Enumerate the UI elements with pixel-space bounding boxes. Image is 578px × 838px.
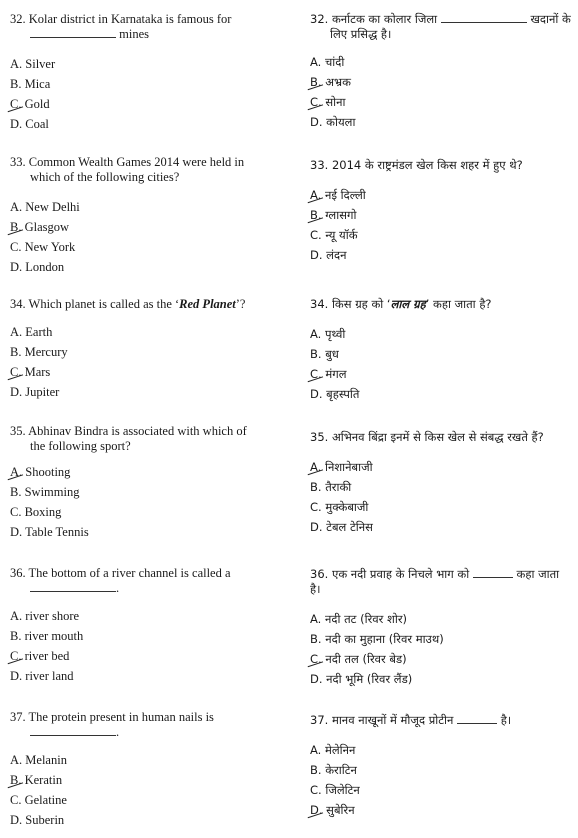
question-stem: 35. Abhinav Bindra is associated with which of the following sport? [10, 424, 247, 453]
option-d: D. सुबेरिन [310, 800, 572, 820]
question-stem: 34. किस ग्रह को ‘लाल ग्रह’ कहा जाता है? [310, 297, 492, 311]
answer-blank [30, 27, 116, 38]
question-stem: 35. अभिनव बिंद्रा इनमें से किस खेल से संबद्ध रखते हैं? [310, 430, 544, 444]
question-stem: 33. Common Wealth Games 2014 were held in which of the following cities? [10, 155, 245, 184]
question-stem: 34. Which planet is called as the ‘Red Planet’? [10, 297, 246, 311]
question-36-hi [310, 567, 572, 689]
question-32-hi [310, 12, 572, 132]
question-stem: 36. एक नदी प्रवाह के निचले भाग को कहा जाता है। [310, 567, 560, 596]
question-stem: 36. The bottom of a river channel is called a . [10, 566, 231, 595]
option-d: D. Table Tennis [10, 525, 89, 539]
question-37-en [10, 710, 280, 830]
option-c: C. मुक्केबाजी [310, 500, 369, 514]
option-c: C. Boxing [10, 505, 62, 519]
option-d: D. river land [10, 669, 74, 683]
answer-blank [30, 725, 116, 736]
option-b: B. Swimming [10, 485, 80, 499]
answer-blank [441, 12, 527, 23]
tick-mark-icon [5, 98, 23, 112]
option-b: B. बुध [310, 347, 339, 361]
option-b: B. river mouth [10, 629, 84, 643]
option-d: D. बृहस्पति [310, 387, 360, 401]
question-33-en [10, 155, 280, 277]
option-b: B. Mercury [10, 345, 68, 359]
option-a: A. निशानेबाजी [310, 457, 572, 477]
option-c: C. New York [10, 240, 76, 254]
option-b: B. Glasgow [10, 217, 280, 237]
question-37-hi [310, 713, 572, 820]
answer-blank [473, 567, 513, 578]
question-34-hi [310, 297, 572, 404]
tick-mark-icon [5, 650, 23, 664]
question-stem: 32. कर्नाटक का कोलार जिला खदानों के लिए प्रसिद्ध है। [310, 12, 571, 41]
option-a: A. New Delhi [10, 200, 80, 214]
question-36-en [10, 566, 280, 686]
tick-mark-icon [5, 221, 23, 235]
option-d: D. Coal [10, 117, 49, 131]
question-34-en [10, 297, 280, 402]
option-b: B. केराटिन [310, 763, 357, 777]
option-d: D. London [10, 260, 65, 274]
option-b: B. ग्लासगो [310, 205, 572, 225]
option-a: A. Earth [10, 325, 53, 339]
option-c: C. river bed [10, 646, 280, 666]
option-d: D. लंदन [310, 248, 347, 262]
tick-mark-icon [305, 189, 323, 203]
question-33-hi [310, 158, 572, 265]
answer-blank [30, 581, 116, 592]
option-c: C. नदी तल (रिवर बेड) [310, 649, 572, 669]
option-c: C. जिलेटिन [310, 783, 360, 797]
answer-blank [457, 713, 497, 724]
option-b: B. अभ्रक [310, 72, 572, 92]
option-d: D. Suberin [10, 813, 65, 827]
tick-mark-icon [305, 461, 323, 475]
option-a: A. नई दिल्ली [310, 185, 572, 205]
option-a: A. मेलेनिन [310, 743, 356, 757]
question-32-en [10, 12, 280, 134]
option-c: C. न्यू यॉर्क [310, 228, 358, 242]
option-b: B. Keratin [10, 770, 280, 790]
question-stem: 33. 2014 के राष्ट्रमंडल खेल किस शहर में हुए थे? [310, 158, 523, 172]
option-d: D. कोयला [310, 115, 356, 129]
option-d: D. Jupiter [10, 385, 60, 399]
option-a: A. चांदी [310, 55, 345, 69]
question-stem: 37. The protein present in human nails is . [10, 710, 214, 739]
tick-mark-icon [5, 366, 23, 380]
option-a: A. river shore [10, 609, 80, 623]
option-a: A. Melanin [10, 753, 67, 767]
option-c: C. मंगल [310, 364, 572, 384]
option-b: B. Mica [10, 77, 51, 91]
question-35-hi [310, 430, 572, 537]
tick-mark-icon [5, 774, 23, 788]
question-stem: 37. मानव नाखूनों में मौजूद प्रोटीन है। [310, 713, 512, 727]
question-stem: 32. Kolar district in Karnataka is famous for mines [10, 12, 232, 41]
question-35-en [10, 424, 280, 542]
option-c: C. Gelatine [10, 793, 67, 807]
option-a: A. नदी तट (रिवर शोर) [310, 612, 408, 626]
option-a: A. Shooting [10, 462, 280, 482]
option-b: B. नदी का मुहाना (रिवर माउथ) [310, 632, 444, 646]
option-a: A. पृथ्वी [310, 327, 346, 341]
option-c: C. Gold [10, 94, 280, 114]
option-d: D. नदी भूमि (रिवर लैंड) [310, 672, 413, 686]
option-d: D. टेबल टेनिस [310, 520, 373, 534]
option-b: B. तैराकी [310, 480, 352, 494]
option-a: A. Silver [10, 57, 56, 71]
option-c: C. Mars [10, 362, 280, 382]
option-c: C. सोना [310, 92, 572, 112]
